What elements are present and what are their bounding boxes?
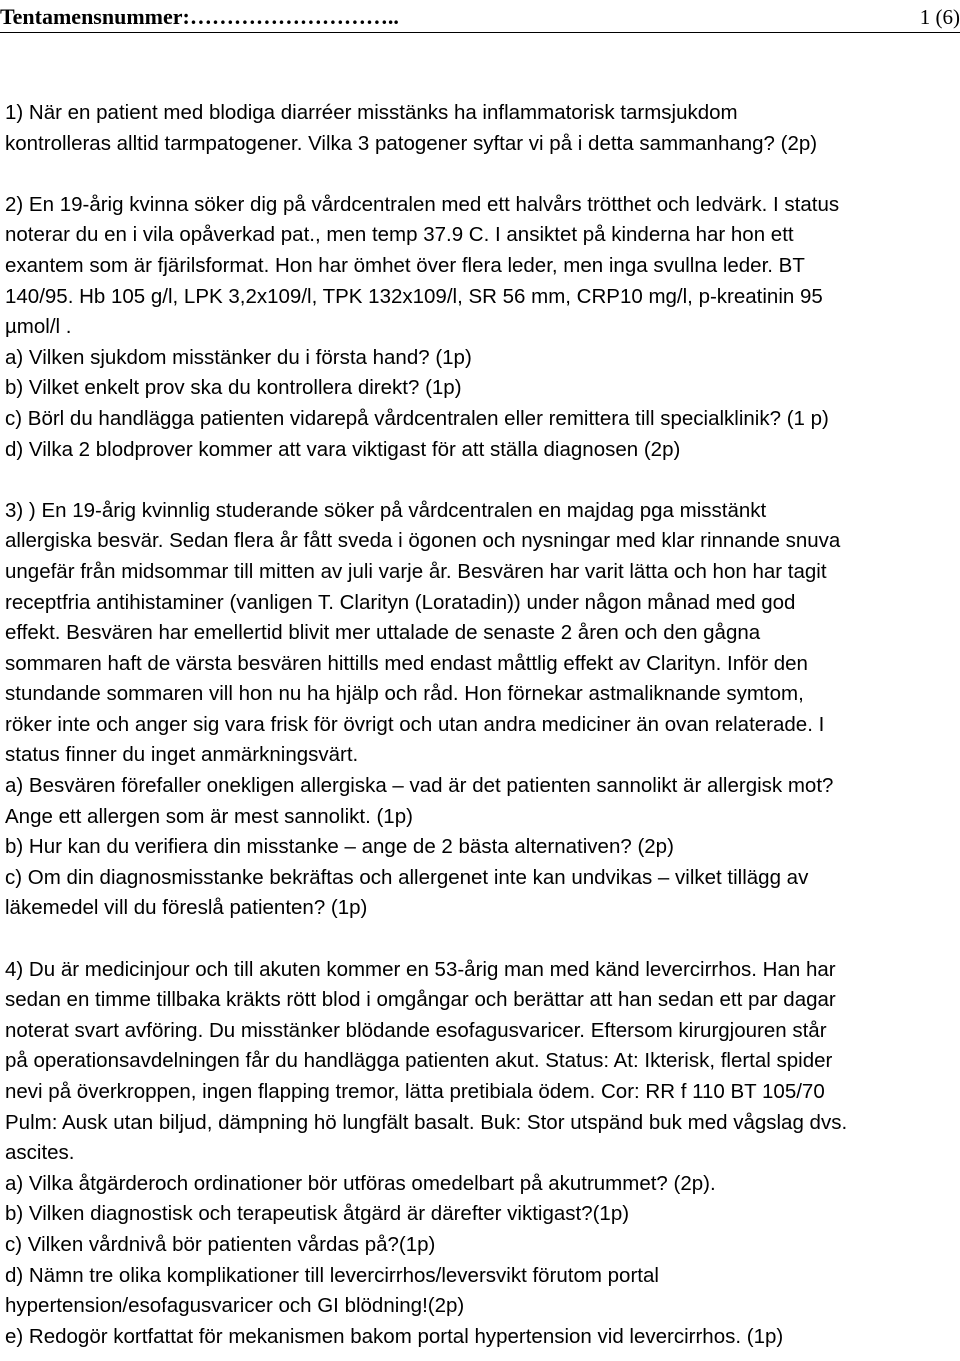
question-text-line: b) Vilken diagnostisk och terapeutisk åtgärd är därefter viktigast?(1p) <box>5 1202 630 1226</box>
question-text-line: nevi på överkroppen, ingen flapping tremor, lätta pretibiala ödem. Cor: RR f 110 BT 105/70 <box>5 1080 825 1103</box>
question-text-line: exantem som är fjärilsformat. Hon har ömhet över flera leder, men inga svullna leder. BT <box>5 253 805 277</box>
question-3 <box>5 496 960 924</box>
question-text-line: 2) En 19-årig kvinna söker dig på vårdcentralen med ett halvårs trötthet och ledvärk. I status <box>5 192 840 216</box>
question-text-line: d) Nämn tre olika komplikationer till levercirrhos/leversvikt förutom portal <box>5 1263 659 1287</box>
question-text-line: e) Redogör kortfattat för mekanismen bakom portal hypertension vid levercirrhos. (1p) <box>5 1324 784 1348</box>
question-text-line: c) Vilken vårdnivå bör patienten vårdas på?(1p) <box>5 1232 436 1256</box>
question-text-line: Ange ett allergen som är mest sannolikt. (1p) <box>5 804 413 828</box>
question-text-line: c) Om din diagnosmisstanke bekräftas och allergenet inte kan undvikas – vilket tillägg av <box>5 865 809 889</box>
page-number: 1 (6) <box>919 5 960 29</box>
question-text-line: a) Besvären förefaller onekligen allergiska – vad är det patienten sannolikt är allergisk mot? <box>5 774 834 798</box>
question-spacer <box>5 465 960 496</box>
question-text-line: hypertension/esofagusvaricer och GI blödning!(2p) <box>5 1294 465 1318</box>
question-text-line: ascites. <box>5 1141 75 1165</box>
question-text-line: c) Börl du handlägga patienten vidarepå vårdcentralen eller remittera till specialklinik? (1 p) <box>5 406 829 430</box>
page-header <box>0 0 960 34</box>
question-text-line: sommaren haft de värsta besvären hittills med endast måttlig effekt av Clarityn. Inför den <box>5 651 808 675</box>
question-text-line: a) Vilken sjukdom misstänker du i första hand? (1p) <box>5 345 472 369</box>
question-spacer <box>5 159 960 190</box>
question-2 <box>5 190 960 465</box>
question-text-line: 4) Du är medicinjour och till akuten kommer en 53-årig man med känd levercirrhos. Han har <box>5 957 836 981</box>
question-text-line: kontrolleras alltid tarmpatogener. Vilka 3 patogener syftar vi på i detta sammanhang? (2p) <box>5 131 818 155</box>
question-text-line: effekt. Besvären har emellertid blivit mer uttalade de senaste 2 åren och den gågna <box>5 621 761 645</box>
question-text-line: noterar du en i vila opåverkad pat., men temp 37.9 C. I ansiktet på kinderna har hon ett <box>5 223 794 247</box>
question-text-line: a) Vilka åtgärderoch ordinationer bör utföras omedelbart på akutrummet? (2p). <box>5 1171 716 1195</box>
question-text-line: allergiska besvär. Sedan flera år fått sveda i ögonen och nysningar med klar rinnande snuva <box>5 529 841 553</box>
header-divider <box>0 32 960 33</box>
exam-number-label: Tentamensnummer:……………………….. <box>0 4 399 29</box>
question-text-line: ungefär från midsommar till mitten av juli varje år. Besvären har varit lätta och hon har tagit <box>5 559 827 583</box>
question-text-line: status finner du inget anmärkningsvärt. <box>5 743 359 767</box>
question-text-line: noterat svart avföring. Du misstänker blödande esofagusvaricer. Eftersom kirurgjouren står <box>5 1018 827 1042</box>
question-1 <box>5 98 960 159</box>
question-text-line: läkemedel vill du föreslå patienten? (1p) <box>5 896 368 920</box>
question-text-line: på operationsavdelningen får du handlägga patienten akut. Status: At: Ikterisk, flertal spider <box>5 1049 833 1073</box>
question-text-line: µmol/l . <box>5 315 72 339</box>
question-text-line: sedan en timme tillbaka kräkts rött blod i omgångar och berättar att han sedan ett par dagar <box>5 988 836 1012</box>
question-list <box>5 98 960 1352</box>
question-spacer <box>5 924 960 955</box>
question-text-line: 140/95. Hb 105 g/l, LPK 3,2x109/l, TPK 132x109/l, SR 56 mm, CRP10 mg/l, p-kreatinin 95 <box>5 284 823 308</box>
question-text-line: 1) När en patient med blodiga diarréer misstänks ha inflammatorisk tarmsjukdom <box>5 101 738 124</box>
question-text-line: receptfria antihistaminer (vanligen T. Clarityn (Loratadin)) under någon månad med god <box>5 590 796 614</box>
question-text-line: 3) ) En 19-årig kvinnlig studerande söker på vårdcentralen en majdag pga misstänkt <box>5 498 767 522</box>
question-text-line: Pulm: Ausk utan biljud, dämpning hö lungfält basalt. Buk: Stor utspänd buk med vågslag dvs. <box>5 1110 848 1134</box>
question-4 <box>5 955 960 1353</box>
question-text-line: b) Vilket enkelt prov ska du kontrollera direkt? (1p) <box>5 376 462 400</box>
question-text-line: stundande sommaren vill hon nu ha hjälp och råd. Hon förnekar astmaliknande symtom, <box>5 682 804 706</box>
question-text-line: b) Hur kan du verifiera din misstanke – ange de 2 bästa alternativen? (2p) <box>5 835 674 859</box>
question-text-line: röker inte och anger sig vara frisk för övrigt och utan andra mediciner än ovan relaterade. I <box>5 712 825 736</box>
question-text-line: d) Vilka 2 blodprover kommer att vara viktigast för att ställa diagnosen (2p) <box>5 437 681 461</box>
